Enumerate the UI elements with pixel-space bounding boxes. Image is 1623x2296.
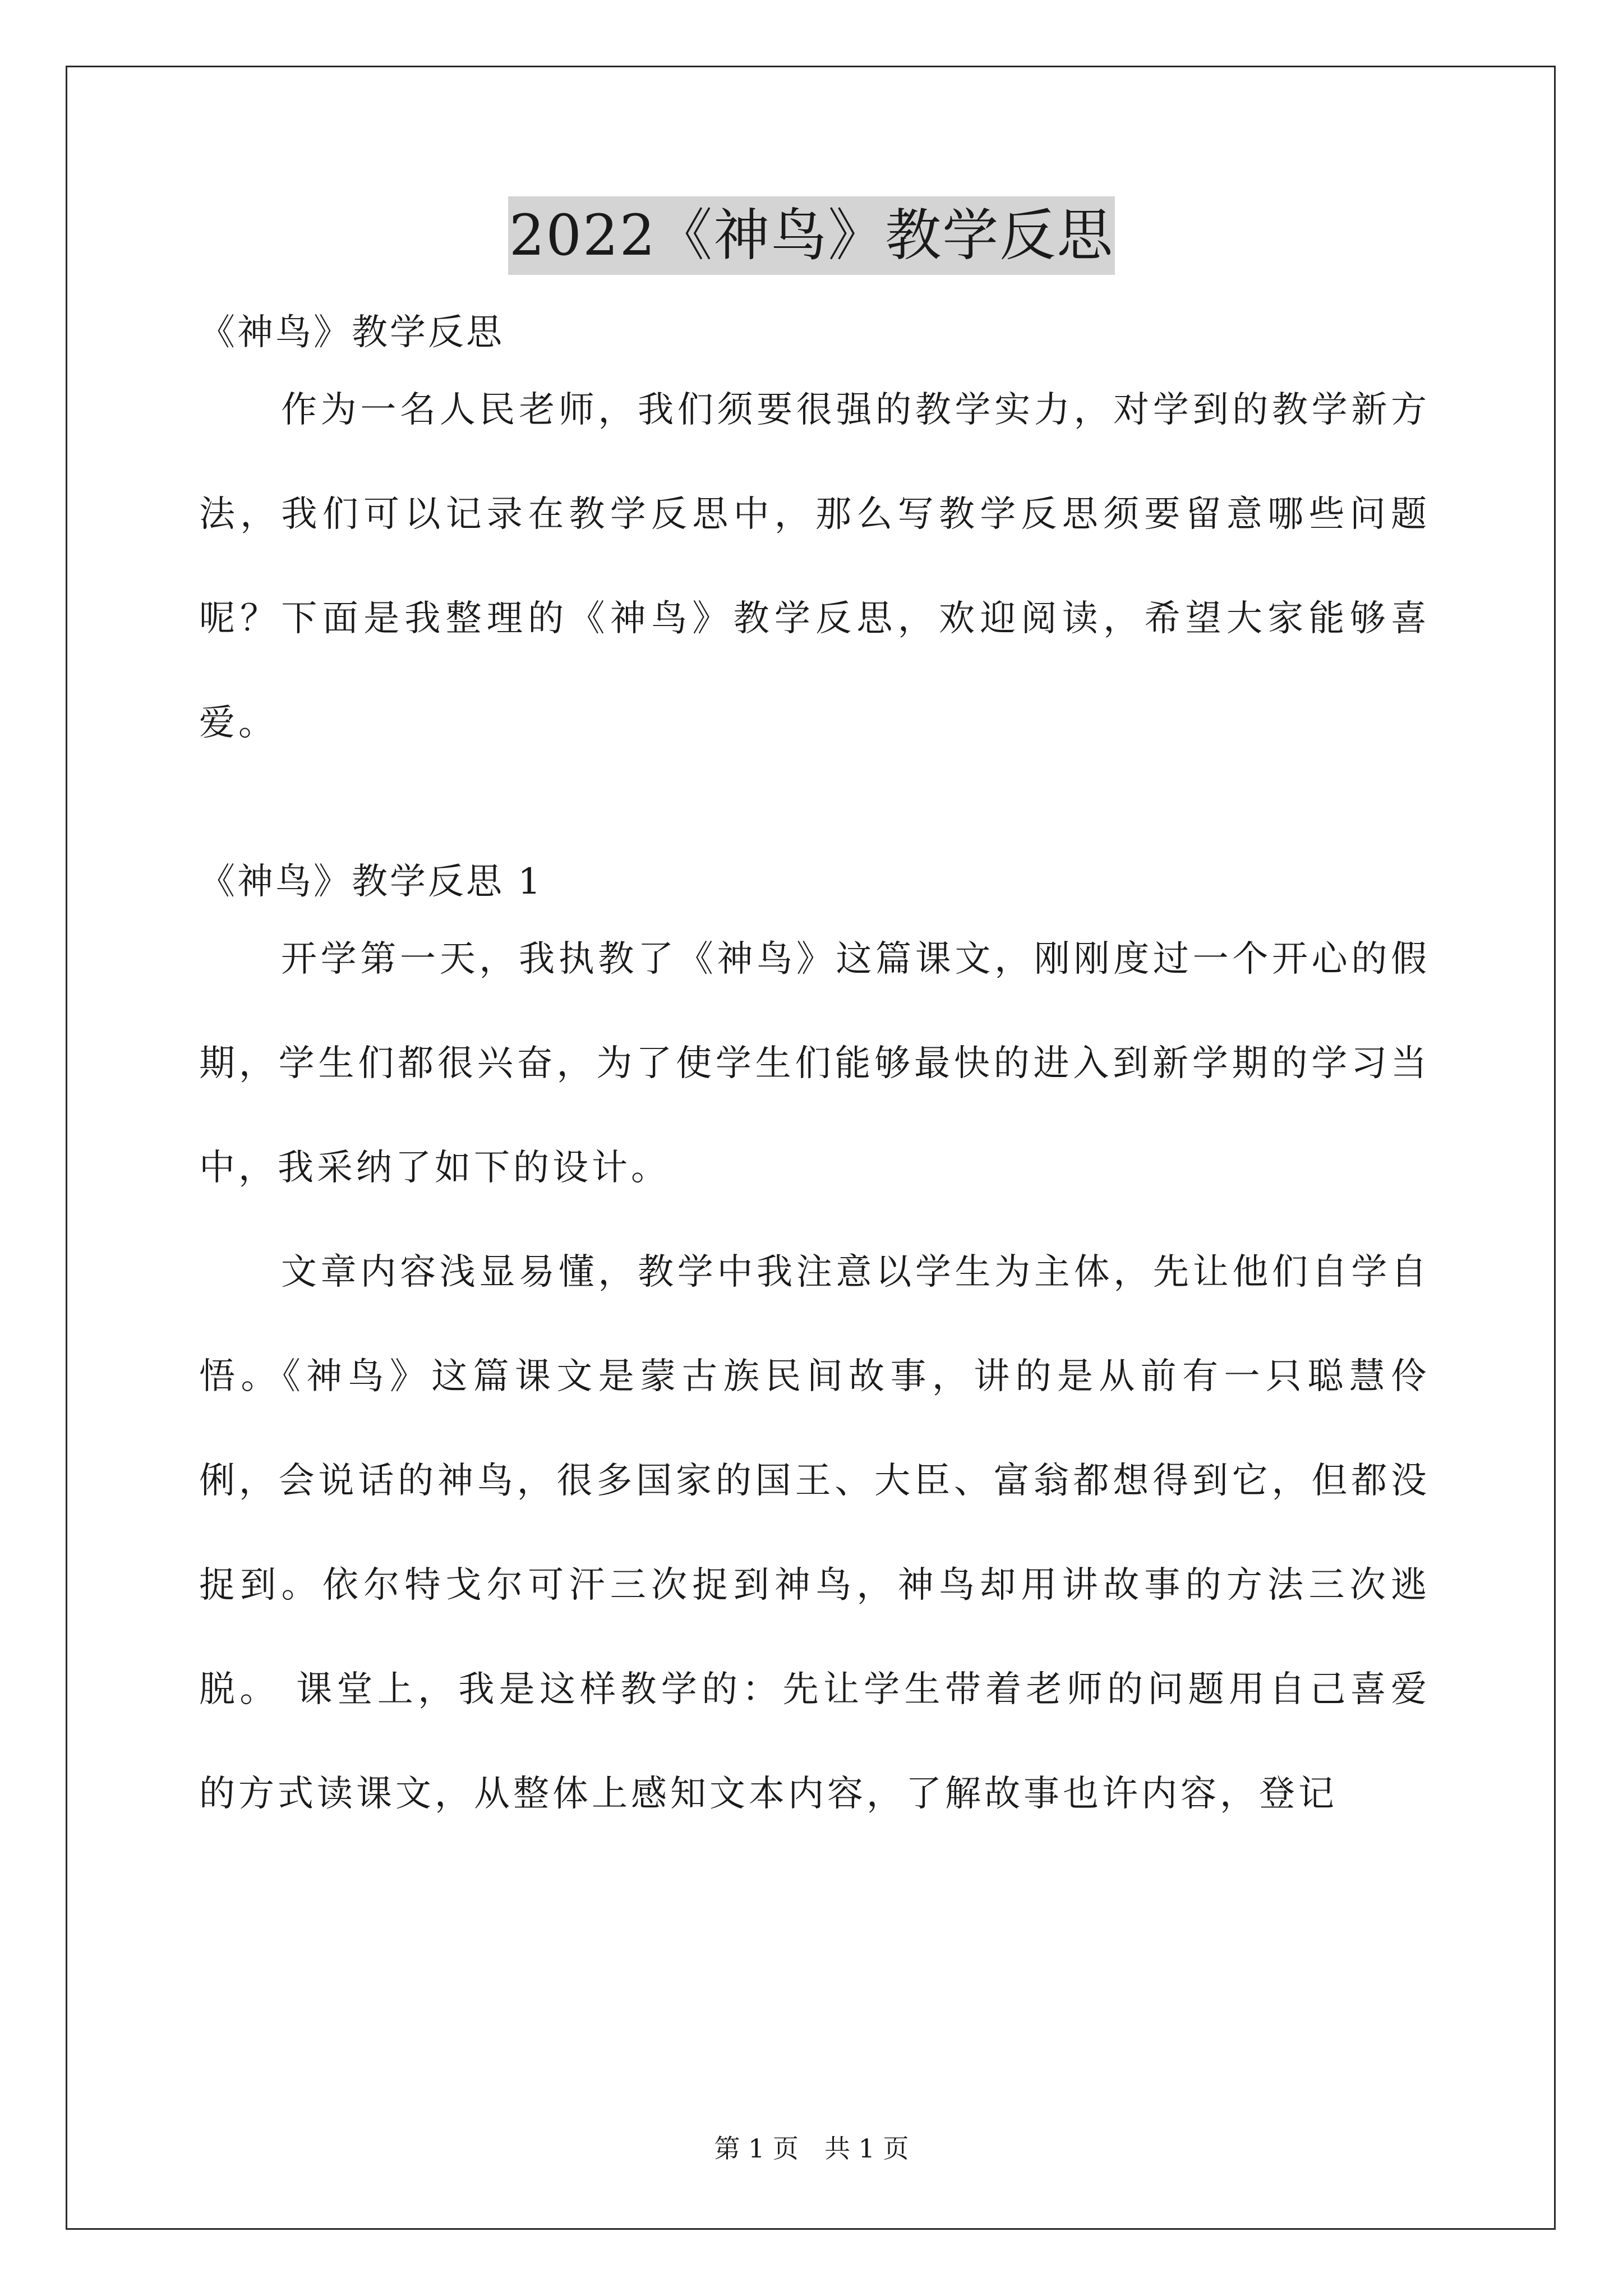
intro-heading: 《神鸟》教学反思 xyxy=(199,312,504,353)
section1-paragraph-1: 开学第一天，我执教了《神鸟》这篇课文，刚刚度过一个开心的假期，学生们都很兴奋，为了使学生们能够最快的进入到新学期的学习当中，我采纳了如下的设计。 xyxy=(199,938,1430,1189)
document-title: 2022《神鸟》教学反思 xyxy=(508,196,1115,275)
intro-paragraph: 作为一名人民老师，我们须要很强的教学实力，对学到的教学新方法，我们可以记录在教学反思中，那么写教学反思须要留意哪些问题呢？下面是我整理的《神鸟》教学反思，欢迎阅读，希望大家能够喜爱。 xyxy=(199,389,1430,744)
section1-paragraph-2: 文章内容浅显易懂，教学中我注意以学生为主体，先让他们自学自悟。《神鸟》这篇课文是蒙古族民间故事，讲的是从前有一只聪慧伶俐，会说话的神鸟，很多国家的国王、大臣、富翁都想得到它，但都没捉到。依尔特戈尔可汗三次捉到神鸟，神鸟却用讲故事的方法三次逃脱。 课堂上，我是这样教学的：先让学生带着老师的问题用自己喜爱的方式读课文，从整体上感知文本内容，了解故事也许内容，登记 xyxy=(199,1251,1430,1815)
section1-heading: 《神鸟》教学反思 1 xyxy=(199,861,543,903)
document-body xyxy=(199,307,1430,1846)
section-spacer xyxy=(199,775,1430,857)
page-footer: 第 1 页 共 1 页 xyxy=(714,2133,909,2164)
title-container xyxy=(0,196,1623,275)
